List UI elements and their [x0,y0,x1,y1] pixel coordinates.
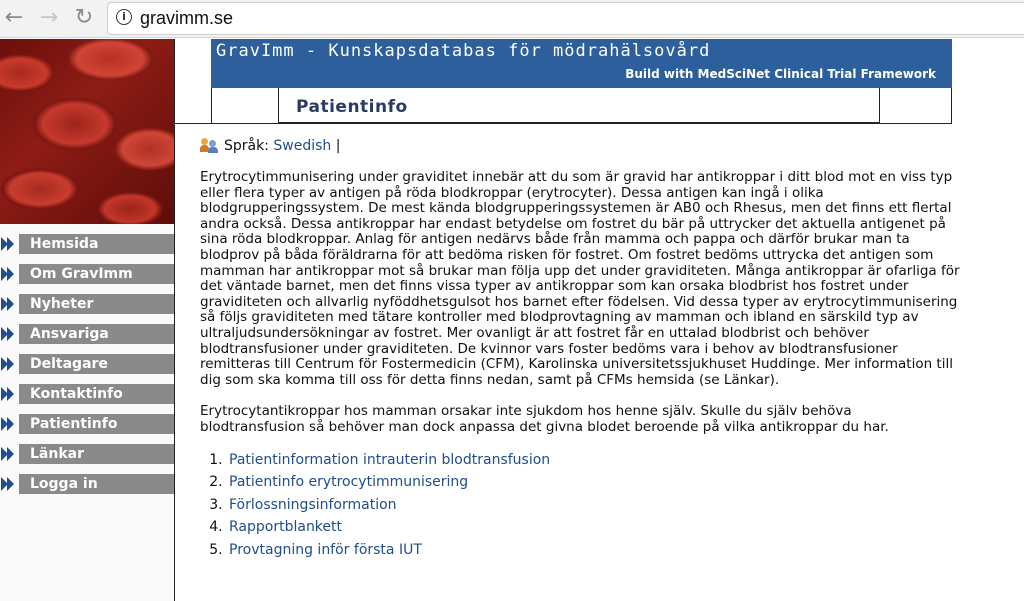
list-item [227,516,960,539]
header-divider [174,123,952,124]
link-forlossningsinformation[interactable]: Förlossningsinformation [229,496,397,513]
double-arrow-icon [0,444,18,464]
double-arrow-icon [0,324,18,344]
site-banner [211,39,952,88]
link-rapportblankett[interactable]: Rapportblankett [229,519,343,535]
page-title-box [278,88,880,123]
language-selector [200,136,960,156]
site-title: GravImm - Kunskapsdatabas för mödrahälsovård [216,41,711,61]
sidebar-item-label[interactable]: Hemsida [19,234,174,254]
site-subtitle: Build with MedSciNet Clinical Trial Framework [625,67,936,81]
double-arrow-icon [0,294,18,314]
sidebar-item-label[interactable]: Länkar [19,444,174,464]
sidebar-item-om-gravimm[interactable] [0,261,174,291]
browser-toolbar [0,0,1024,38]
sidebar-item-label[interactable]: Deltagare [19,354,174,374]
sidebar-item-patientinfo[interactable] [0,411,174,441]
sidebar-item-label[interactable]: Ansvariga [19,324,174,344]
list-item [227,471,960,494]
sidebar-item-label[interactable]: Kontaktinfo [19,384,174,404]
document-links [200,449,960,562]
info-icon[interactable]: i [116,9,132,25]
main-content [200,136,960,561]
body-paragraph: Erytrocytantikroppar hos mamman orsakar inte sjukdom hos henne själv. Skulle du själv behöva blodtransfusion så behöver man dock anpassa det givna blodet beroende på vilka antikroppar du har. [200,403,889,435]
link-provtagning[interactable]: Provtagning inför första IUT [229,541,422,558]
left-sidebar [0,39,174,601]
list-item [227,494,960,517]
sidebar-menu [0,231,174,501]
body-paragraph: Erytrocytimmunisering under graviditet innebär att du som är gravid har antikroppar i ditt blod mot en viss typ eller flera typer av antigen på röda blodkroppar (erytrocyter). Dessa antigen kan ingå i olika blodgrupperingssystem. De mest kända blodgrupperingssystemen är AB0 och Rhesus, men det finns ett flertal andra också. Dessa antikroppar har endast betydelse om fostret du bär på uttrycker det aktuella antigenet på sina röda blodkroppar. Anlag för antigen nedärvs både från mamma och pappa och därför brukar man ta blodprov på båda föräldrarna för att bedöma risken för fostret. Om fostret bedöms uttrycka det antigen som mamman har antikroppar mot så brukar man följa upp det under graviditeten. Många antikroppar är ofarliga för det väntade barnet, men det finns vissa typer av antikroppar som kan orsaka blodbrist hos fostret under graviditeten och allvarlig nyföddhetsgulsot hos barnet efter födelsen. Vid dessa typer av erytrocytimmunisering så följs graviditeten med tätare kontroller med blodprovtagning av mamman och ibland en särskild typ av ultraljudsundersökningar av fostret. Mer ovanligt är att fostret får en uttalad blodbrist och behöver blodtransfusioner under graviditeten. De kvinnor vars foster bedöms vara i behov av blodtransfusioner remitteras till Centrum för Fostermedicin (CFM), Karolinska universitetssjukhuset Huddinge. Mer information till dig som ska komma till oss för detta finns nedan, samt på CFMs hemsida (se Länkar). [200,169,960,388]
language-label: Språk: [224,138,269,154]
double-arrow-icon [0,474,18,494]
sidebar-item-label[interactable]: Patientinfo [19,414,174,434]
link-erytrocytimmunisering[interactable]: Patientinfo erytrocytimmunisering [229,474,469,490]
double-arrow-icon [0,384,18,404]
title-bar-spacer [212,88,278,123]
sidebar-item-label[interactable]: Logga in [19,474,174,494]
arrow-right-icon[interactable]: → [39,5,59,30]
page-title-bar [211,88,952,124]
sidebar-item-deltagare[interactable] [0,351,174,381]
sidebar-item-hemsida[interactable] [0,231,174,261]
blood-cells-image [0,39,174,224]
sidebar-item-logga-in[interactable] [0,471,174,501]
list-item [227,539,960,562]
page-title: Patientinfo [296,97,408,117]
language-link-swedish[interactable]: Swedish [273,138,332,154]
double-arrow-icon [0,234,18,254]
sidebar-item-lankar[interactable] [0,441,174,471]
list-item [227,449,960,472]
language-separator: | [335,138,341,154]
arrow-left-icon[interactable]: ← [4,5,24,30]
sidebar-item-label[interactable]: Om GravImm [19,264,174,284]
double-arrow-icon [0,264,18,284]
link-iut-info[interactable]: Patientinformation intrauterin blodtransfusion [229,451,551,468]
people-icon [200,138,218,152]
sidebar-item-ansvariga[interactable] [0,321,174,351]
url-text: gravimm.se [140,8,234,28]
sidebar-item-kontaktinfo[interactable] [0,381,174,411]
sidebar-item-label[interactable]: Nyheter [19,294,174,314]
reload-icon[interactable]: ↻ [74,5,94,30]
double-arrow-icon [0,354,18,374]
address-bar[interactable] [107,2,1024,35]
double-arrow-icon [0,414,18,434]
sidebar-item-nyheter[interactable] [0,291,174,321]
